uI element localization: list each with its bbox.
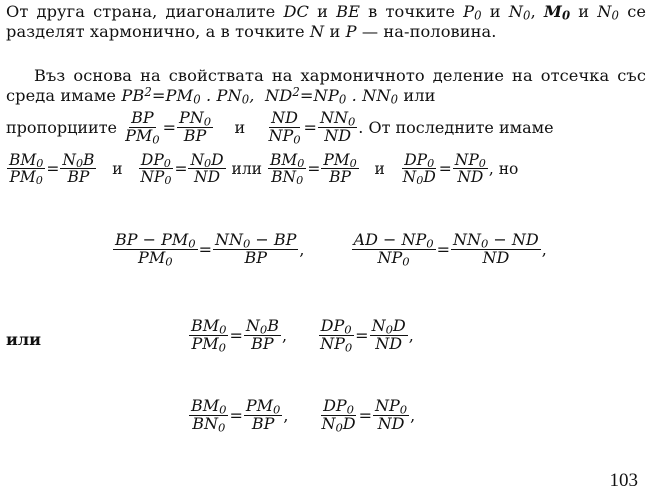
text-segment: , но — [488, 159, 519, 178]
page-number: 103 — [609, 470, 638, 491]
math-p: P — [345, 22, 357, 41]
fraction: $\frac{BP - PM_0}{PM_0}$ — [115, 230, 196, 269]
fraction: $\frac{DP_0}{NP_0}$ — [320, 316, 353, 355]
fraction: $\frac{PN_0}{BP}$ — [179, 108, 212, 145]
math-p0: $P_0$ — [463, 2, 482, 23]
text-segment: и — [329, 22, 341, 41]
fraction: $\frac{ND}{NP_0}$ — [268, 108, 301, 147]
text-segment: . От последните имаме — [358, 117, 554, 137]
text-segment: и — [374, 159, 385, 178]
text-segment: и — [112, 159, 123, 178]
fraction: $\frac{NN_0 - ND}{ND}$ — [452, 230, 539, 267]
text-segment: и — [489, 2, 501, 21]
text-segment: и — [317, 2, 329, 21]
fraction: $\frac{DP_0}{N_0D}$ — [321, 396, 356, 435]
text-segment: Въз основа на свойствата на хармоничното деление на отсечка със среда имаме — [6, 66, 646, 105]
paragraph-1 — [6, 2, 646, 42]
text-segment: , — [530, 2, 536, 21]
text-segment: или — [403, 86, 436, 105]
math-n0: $N_0$ — [508, 2, 531, 23]
fraction: $\frac{AD - NP_0}{NP_0}$ — [353, 230, 434, 269]
fraction: $\frac{DP_0}{NP_0}$ — [140, 151, 172, 188]
math-m0: $M_0$ — [543, 2, 571, 23]
text-segment: От друга страна, диагоналите — [6, 2, 276, 21]
text-segment: и — [234, 117, 246, 137]
text-segment: или — [231, 159, 263, 178]
fraction: $\frac{BM_0}{BN_0}$ — [269, 151, 305, 188]
text-segment: пропорциите — [6, 117, 118, 137]
math-n0b: $N_0$ — [597, 2, 620, 23]
math-equation-inline: $PB^2=PM_0$ . $PN_0$, $ND^2=NP_0$ . $NN_0$ — [121, 84, 399, 107]
fraction: $\frac{BM_0}{PM_0}$ — [9, 151, 44, 188]
fraction: $\frac{NN_0}{ND}$ — [319, 108, 356, 145]
math-segment-dc: DC — [283, 2, 310, 21]
derived-proportions-line: $\frac{BM_0}{PM_0}$ = $\frac{N_0B}{BP}$ и $\frac{DP_0}{NP_0}$ = $\frac{N_0D}{ND}$ или $\frac{BM_0}{BN_0}$ = $\frac{PM_0}{BP}$ и $\frac{DP_0}{N_0D}$ = $\frac{NP_0}{ND}$ , но — [9, 151, 519, 188]
display-equation-2: $\frac{BM_0}{PM_0}$ = $\frac{N_0B}{BP}$ , $\frac{DP_0}{NP_0}$ = $\frac{N_0D}{ND}$ , — [191, 316, 414, 355]
text-segment: — на-половина. — [361, 22, 497, 41]
math-n: N — [309, 22, 325, 41]
fraction: $\frac{BM_0}{PM_0}$ — [191, 316, 227, 355]
fraction: $\frac{BP}{PM_0}$ — [125, 108, 160, 147]
fraction: $\frac{NN_0 - BP}{BP}$ — [214, 230, 297, 267]
text-segment: и — [578, 2, 590, 21]
math-segment-be: BE — [336, 2, 361, 21]
fraction: $\frac{PM_0}{BP}$ — [245, 396, 281, 433]
fraction: $\frac{BM_0}{BN_0}$ — [191, 396, 227, 435]
fraction: $\frac{N_0B}{BP}$ — [62, 151, 95, 187]
fraction: $\frac{PM_0}{BP}$ — [323, 151, 357, 187]
fraction: $\frac{DP_0}{N_0D}$ — [402, 151, 436, 188]
paragraph-2 — [6, 66, 646, 106]
fraction: $\frac{NP_0}{ND}$ — [375, 396, 408, 433]
fraction: $\frac{N_0D}{ND}$ — [371, 316, 406, 353]
fraction: $\frac{NP_0}{ND}$ — [454, 151, 486, 187]
text-segment: се разделят хармонично, а в точките — [6, 2, 647, 41]
proportions-line: пропорциите $\frac{BP}{PM_0}$ = $\frac{PN_0}{BP}$ и $\frac{ND}{NP_0}$ = $\frac{NN_0}{ND}$ . От последните имаме — [6, 108, 554, 147]
fraction: $\frac{N_0B}{BP}$ — [245, 316, 279, 353]
display-equation-3: $\frac{BM_0}{BN_0}$ = $\frac{PM_0}{BP}$ , $\frac{DP_0}{N_0D}$ = $\frac{NP_0}{ND}$ , — [191, 396, 416, 435]
text-segment: в точките — [368, 2, 456, 21]
or-label: или — [6, 330, 42, 349]
fraction: $\frac{N_0D}{ND}$ — [190, 151, 224, 187]
display-equation-1: $\frac{BP - PM_0}{PM_0}$ = $\frac{NN_0 - BP}{BP}$ , $\frac{AD - NP_0}{NP_0}$ = $\frac{NN_0 - ND}{ND}$ , — [115, 230, 547, 269]
